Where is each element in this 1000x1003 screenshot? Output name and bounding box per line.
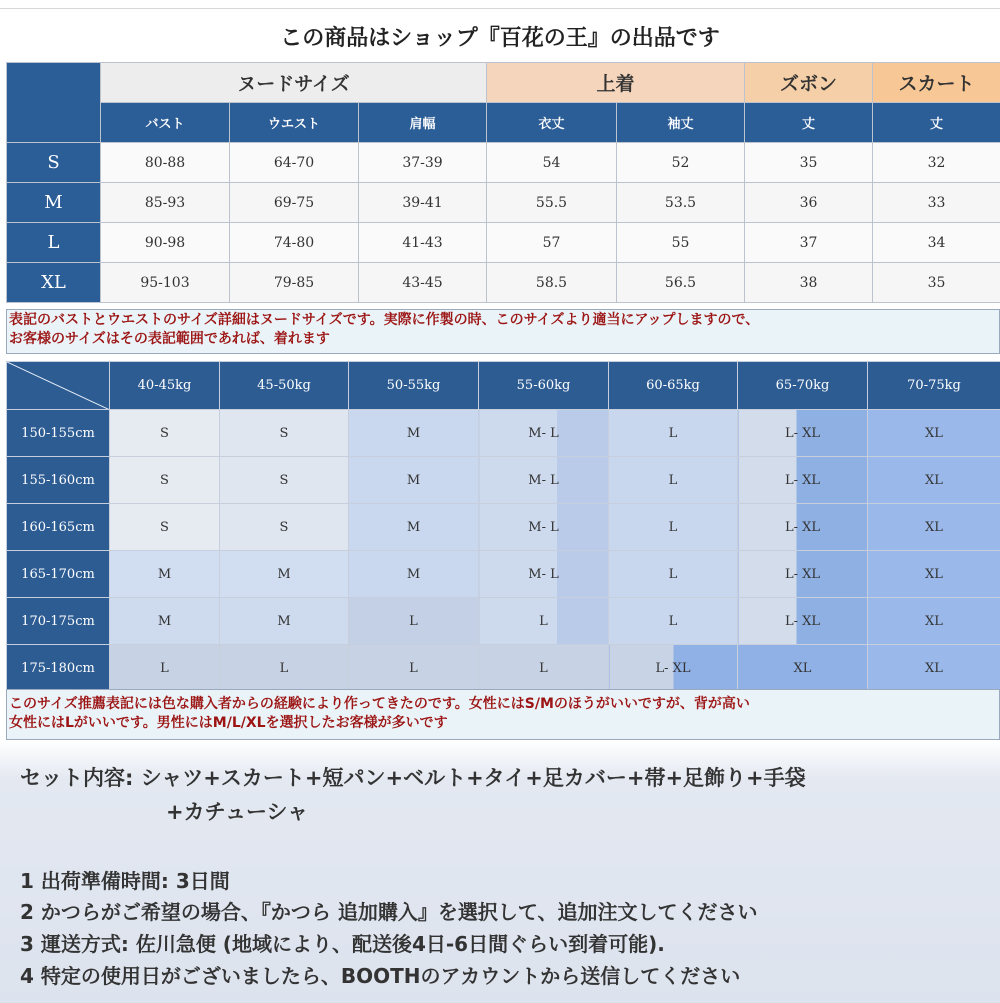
height-label: 165-170cm bbox=[7, 551, 110, 598]
height-row bbox=[7, 551, 1000, 598]
size-cell: 34 bbox=[873, 223, 1000, 263]
group-skirt: スカート bbox=[873, 63, 1000, 103]
size-cell: 80-88 bbox=[101, 143, 230, 183]
size-cell: 38 bbox=[745, 263, 873, 303]
size-cell: 58.5 bbox=[487, 263, 617, 303]
subheader-sleeve-length: 袖丈 bbox=[617, 103, 745, 143]
height-row bbox=[7, 457, 1000, 504]
recommend-cell: L- XL bbox=[738, 410, 868, 457]
recommendation-note bbox=[6, 689, 1000, 740]
weight-header: 50-55kg bbox=[349, 362, 479, 410]
height-label: 150-155cm bbox=[7, 410, 110, 457]
info-wig-option: 2 かつらがご希望の場合、『かつら 追加購入』を選択して、追加注文してください bbox=[20, 900, 758, 924]
size-cell: 55 bbox=[617, 223, 745, 263]
recommend-cell: XL bbox=[868, 551, 1000, 598]
recommend-cell: L- XL bbox=[738, 598, 868, 645]
size-cell: 54 bbox=[487, 143, 617, 183]
size-cell: 39-41 bbox=[359, 183, 487, 223]
info-shipping-prep: 1 出荷準備時間: 3日間 bbox=[20, 869, 230, 893]
size-cell: 95-103 bbox=[101, 263, 230, 303]
set-contents-line1: セット内容: シャツ+スカート+短パン+ベルト+タイ+足カバー+帯+足飾り+手袋 bbox=[20, 766, 806, 790]
recommend-cell: S bbox=[110, 504, 220, 551]
recommend-cell: L bbox=[609, 457, 738, 504]
recommend-cell: XL bbox=[868, 457, 1000, 504]
diagonal-divider-icon bbox=[7, 362, 110, 410]
recommend-cell: M- L bbox=[479, 457, 609, 504]
recommend-cell: M bbox=[349, 551, 479, 598]
size-cell: 37 bbox=[745, 223, 873, 263]
top-divider bbox=[0, 8, 1000, 9]
recommend-cell: L bbox=[349, 598, 479, 645]
size-cell: 41-43 bbox=[359, 223, 487, 263]
recommend-cell: XL bbox=[868, 598, 1000, 645]
recommend-cell: S bbox=[220, 410, 349, 457]
size-cell: 35 bbox=[745, 143, 873, 183]
recommend-cell: L bbox=[479, 645, 609, 692]
weight-header: 70-75kg bbox=[868, 362, 1000, 410]
recommend-cell: M- L bbox=[479, 551, 609, 598]
weight-header: 65-70kg bbox=[738, 362, 868, 410]
size-cell: 79-85 bbox=[230, 263, 359, 303]
recommend-cell: M bbox=[349, 504, 479, 551]
recommend-cell: L bbox=[220, 645, 349, 692]
size-label: L bbox=[7, 223, 101, 263]
size-cell: 36 bbox=[745, 183, 873, 223]
size-label: M bbox=[7, 183, 101, 223]
recommend-cell: M bbox=[110, 598, 220, 645]
info-usage-date: 4 特定の使用日がございましたら、BOOTHのアカウントから送信してください bbox=[20, 964, 741, 988]
height-label: 160-165cm bbox=[7, 504, 110, 551]
recommend-cell: S bbox=[220, 457, 349, 504]
size-cell: 33 bbox=[873, 183, 1000, 223]
recommend-cell: XL bbox=[868, 504, 1000, 551]
group-top: 上着 bbox=[487, 63, 745, 103]
recommend-cell: M- L bbox=[479, 504, 609, 551]
recommend-cell: M bbox=[349, 457, 479, 504]
weight-header: 55-60kg bbox=[479, 362, 609, 410]
size-cell: 35 bbox=[873, 263, 1000, 303]
nude-size-note-line1: 表記のバストとウエストのサイズ詳細はヌードサイズです。実際に作製の時、このサイズより適当にアップしますので、 bbox=[9, 312, 760, 328]
recommend-cell: L bbox=[609, 551, 738, 598]
subheader-pants-length: 丈 bbox=[745, 103, 873, 143]
recommend-cell: S bbox=[220, 504, 349, 551]
recommend-cell: L- XL bbox=[738, 457, 868, 504]
size-cell: 32 bbox=[873, 143, 1000, 183]
subheader-shoulder: 肩幅 bbox=[359, 103, 487, 143]
size-row bbox=[7, 223, 1000, 263]
size-recommendation-table bbox=[6, 361, 1000, 692]
recommend-cell: L- XL bbox=[609, 645, 738, 692]
recommend-cell: L- XL bbox=[738, 504, 868, 551]
recommend-cell: M bbox=[220, 551, 349, 598]
size-row bbox=[7, 143, 1000, 183]
recommend-cell: L bbox=[349, 645, 479, 692]
size-cell: 55.5 bbox=[487, 183, 617, 223]
recommend-cell: L bbox=[479, 598, 609, 645]
size-cell: 64-70 bbox=[230, 143, 359, 183]
recommend-cell: S bbox=[110, 457, 220, 504]
size-row bbox=[7, 263, 1000, 303]
subheader-top-length: 衣丈 bbox=[487, 103, 617, 143]
recommend-cell: XL bbox=[868, 645, 1000, 692]
set-contents-line2: +カチューシャ bbox=[166, 800, 309, 824]
recommend-cell: M bbox=[110, 551, 220, 598]
group-nude-size: ヌードサイズ bbox=[101, 63, 487, 103]
recommend-cell: M bbox=[349, 410, 479, 457]
weight-header: 60-65kg bbox=[609, 362, 738, 410]
recommend-cell: S bbox=[110, 410, 220, 457]
recommend-cell: XL bbox=[738, 645, 868, 692]
recommend-cell: L bbox=[609, 504, 738, 551]
size-cell: 69-75 bbox=[230, 183, 359, 223]
size-label: S bbox=[7, 143, 101, 183]
recommend-cell: XL bbox=[868, 410, 1000, 457]
height-label: 175-180cm bbox=[7, 645, 110, 692]
recommend-cell: M- L bbox=[479, 410, 609, 457]
size-cell: 57 bbox=[487, 223, 617, 263]
recommend-cell: M bbox=[220, 598, 349, 645]
subheader-waist: ウエスト bbox=[230, 103, 359, 143]
size-label: XL bbox=[7, 263, 101, 303]
size-cell: 74-80 bbox=[230, 223, 359, 263]
size-cell: 90-98 bbox=[101, 223, 230, 263]
recommendation-note-line1: このサイズ推薦表記には色な購入者からの経験により作ってきたのです。女性にはS/Mのほうがいいですが、背が高い bbox=[9, 696, 750, 712]
recommend-cell: L bbox=[110, 645, 220, 692]
height-label: 155-160cm bbox=[7, 457, 110, 504]
subheader-bust: バスト bbox=[101, 103, 230, 143]
recommendation-note-line2: 女性にはLがいいです。男性にはM/L/XLを選択したお客様が多いです bbox=[9, 715, 448, 731]
size-cell: 37-39 bbox=[359, 143, 487, 183]
nude-size-note bbox=[6, 309, 1000, 354]
page-title: この商品はショップ『百花の王』の出品です bbox=[280, 26, 720, 51]
height-row bbox=[7, 410, 1000, 457]
size-row bbox=[7, 183, 1000, 223]
recommend-cell: L- XL bbox=[738, 551, 868, 598]
height-label: 170-175cm bbox=[7, 598, 110, 645]
size-cell: 85-93 bbox=[101, 183, 230, 223]
height-row bbox=[7, 598, 1000, 645]
size-chart-table bbox=[6, 62, 1000, 303]
recommend-cell: L bbox=[609, 598, 738, 645]
size-cell: 43-45 bbox=[359, 263, 487, 303]
recommend-cell: L bbox=[609, 410, 738, 457]
nude-size-note-line2: お客様のサイズはその表記範囲であれば、着れます bbox=[9, 331, 330, 347]
size-table-corner bbox=[7, 63, 101, 143]
info-shipping-method: 3 運送方式: 佐川急便 (地域により、配送後4日-6日間ぐらい到着可能). bbox=[20, 932, 665, 956]
weight-header: 45-50kg bbox=[220, 362, 349, 410]
size-cell: 52 bbox=[617, 143, 745, 183]
recommend-table-corner bbox=[7, 362, 110, 410]
size-cell: 56.5 bbox=[617, 263, 745, 303]
group-pants: ズボン bbox=[745, 63, 873, 103]
height-row bbox=[7, 645, 1000, 692]
weight-header: 40-45kg bbox=[110, 362, 220, 410]
subheader-skirt-length: 丈 bbox=[873, 103, 1000, 143]
height-row bbox=[7, 504, 1000, 551]
size-cell: 53.5 bbox=[617, 183, 745, 223]
